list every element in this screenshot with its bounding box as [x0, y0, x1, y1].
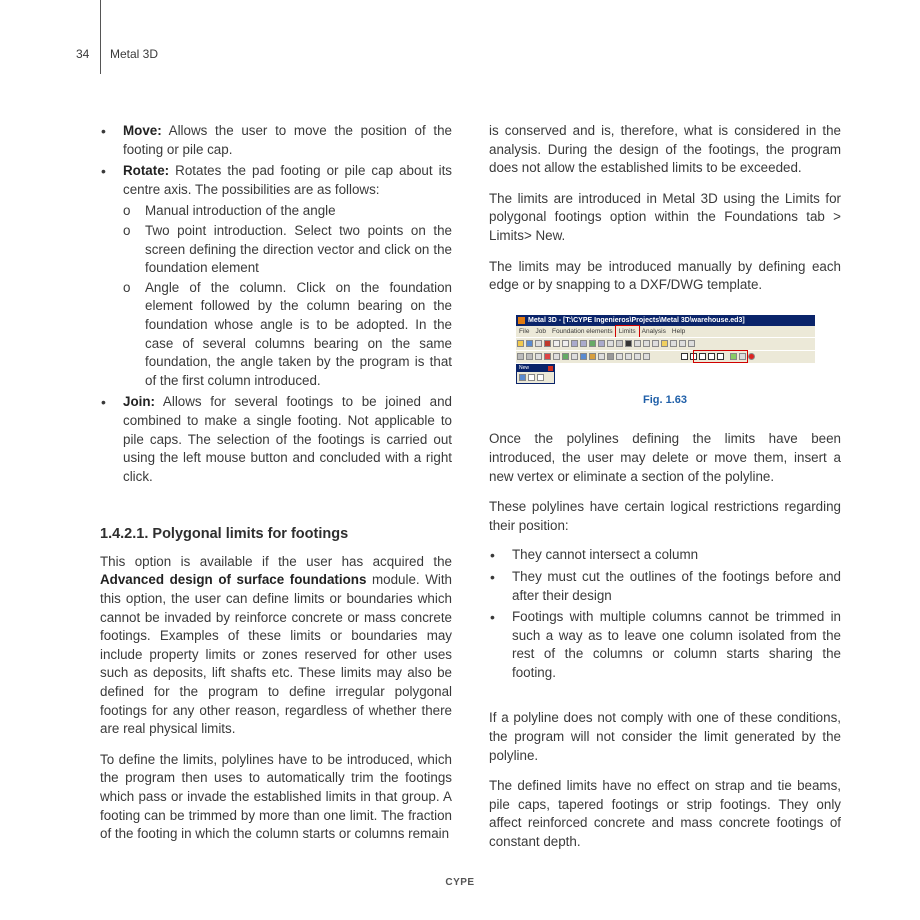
- menu-item-limits[interactable]: Limits: [616, 326, 639, 337]
- undo-icon[interactable]: [553, 340, 560, 347]
- list-item-join: [100, 393, 452, 486]
- settings-icon[interactable]: [670, 340, 677, 347]
- arrow-icon[interactable]: [580, 353, 587, 360]
- window-title: Metal 3D - [T:\CYPE Ingenieros\Projects\Metal 3D\warehouse.ed3]: [528, 316, 745, 324]
- limits-tools-highlight: [693, 350, 748, 363]
- new-limit-icon[interactable]: [519, 374, 526, 381]
- figure-screenshot: [516, 315, 815, 385]
- paragraph: If a polyline does not comply with one of these conditions, the program will not consider the limit generated by the polyline.: [489, 710, 841, 763]
- snap-icon[interactable]: [688, 340, 695, 347]
- footing-icon[interactable]: [607, 353, 614, 360]
- strap-beam-icon[interactable]: [634, 353, 641, 360]
- text: This option is available if the user has acquired the: [100, 553, 452, 569]
- select-icon[interactable]: [517, 353, 524, 360]
- new-limit-icon[interactable]: [681, 353, 688, 360]
- list-item-rotate: [100, 162, 452, 390]
- list-item: o Two point introduction. Select two points on the screen defining the direction vector and click on the foundation element: [123, 222, 452, 278]
- grid-icon[interactable]: [679, 340, 686, 347]
- paragraph: is conserved and is, therefore, what is considered in the analysis. During the design of the footings, the program does not allow the established limits to be exceeded.: [489, 123, 841, 176]
- menu-item-job[interactable]: Job: [535, 327, 546, 335]
- refresh-icon[interactable]: [616, 340, 623, 347]
- figure-caption: Fig. 1.63: [642, 393, 688, 406]
- join-icon[interactable]: [589, 353, 596, 360]
- open-icon[interactable]: [517, 340, 524, 347]
- stop-icon[interactable]: [748, 353, 755, 360]
- info-icon[interactable]: [535, 353, 542, 360]
- list-item: o Manual introduction of the angle: [123, 202, 452, 221]
- zoom-all-icon[interactable]: [598, 340, 605, 347]
- restrictions-list: [489, 546, 841, 682]
- term: Join:: [123, 394, 155, 410]
- rotate-options: [123, 202, 452, 390]
- list-item-move: [100, 122, 452, 159]
- paragraph: The limits may be introduced manually by defining each edge or by snapping to a DXF/DWG template.: [489, 258, 841, 293]
- tool-icon[interactable]: [544, 340, 551, 347]
- tools-list: [100, 122, 452, 486]
- edit-icon[interactable]: [553, 353, 560, 360]
- tie-beam-icon[interactable]: [625, 353, 632, 360]
- menu-bar: [516, 326, 815, 337]
- print-icon[interactable]: [535, 340, 542, 347]
- module-name: Advanced design of surface foundations: [100, 572, 367, 588]
- copy-icon[interactable]: [526, 353, 533, 360]
- paragraph: The defined limits have no effect on strap and tie beams, pile caps, tapered footings or strip footings. They only affect reinforced concrete and mass concrete footings of constant depth.: [489, 778, 841, 850]
- left-column: [100, 122, 452, 844]
- item-text: Allows the user to move the position of the footing or pile cap.: [123, 123, 452, 157]
- menu-item-help[interactable]: Help: [671, 327, 686, 335]
- paragraph: [100, 553, 452, 739]
- menu-item-foundation-elements[interactable]: Foundation elements: [551, 327, 613, 335]
- equal-icon[interactable]: [571, 353, 578, 360]
- menu-item-file[interactable]: File: [519, 327, 530, 335]
- term: Move:: [123, 123, 162, 138]
- term: Rotate:: [123, 163, 170, 179]
- item-text: Rotates the pad footing or pile cap about its centre axis. The possibilities are as follows:: [123, 163, 452, 197]
- section-heading: 1.4.2.1. Polygonal limits for footings: [100, 526, 349, 543]
- new-panel: [516, 364, 555, 384]
- paragraph: To define the limits, polylines have to be introduced, which the program then uses to automatically trim the footings which pass or invade the established limits in that group. A footing can be trimmed by more than one limit. The fraction of the footing in which the column starts or columns remain: [100, 751, 452, 842]
- toolbar-top: [516, 337, 815, 350]
- window-title-bar: [516, 315, 815, 326]
- redo-icon[interactable]: [562, 340, 569, 347]
- menu-item-analysis[interactable]: Analysis: [641, 327, 666, 335]
- footer-brand: CYPE: [445, 877, 475, 888]
- polyline-icon[interactable]: [528, 374, 535, 381]
- right-column: [489, 122, 841, 852]
- paragraph: These polylines have certain logical restrictions regarding their position:: [489, 499, 841, 533]
- line-icon[interactable]: [652, 340, 659, 347]
- text: module. With this option, the user can define limits or boundaries which cannot be invaded by reinforce concrete or mass concrete footings. Examples of these limits or boundaries may include property limits or zones reserved for other uses such as deposits, lift shafts etc. These limits may also be defined for the program to define irregular polygonal footings for any other reason, regardless of whether there are real physical limits.: [100, 572, 452, 737]
- page-number: 34: [76, 47, 90, 61]
- app-icon: [518, 317, 525, 324]
- book-title: Metal 3D: [110, 47, 159, 61]
- paragraph: Once the polylines defining the limits have been introduced, the user may delete or move them, insert a new vertex or eliminate a section of the polyline.: [489, 431, 841, 484]
- dimension-icon[interactable]: [643, 340, 650, 347]
- item-text: Allows for several footings to be joined and combined to make a single footing. Not applicable to pile caps. The selection of the footings is carried out using the left mouse button and concluded with a right click.: [123, 394, 452, 484]
- layer-icon[interactable]: [661, 340, 668, 347]
- delete-icon[interactable]: [544, 353, 551, 360]
- header-divider: [100, 0, 101, 74]
- view-icon[interactable]: [607, 340, 614, 347]
- pan-icon[interactable]: [589, 340, 596, 347]
- panel-title: New: [517, 365, 554, 372]
- close-icon[interactable]: [548, 366, 553, 371]
- pile-icon[interactable]: [643, 353, 650, 360]
- move-icon[interactable]: [562, 353, 569, 360]
- list-item: o Angle of the column. Click on the foundation element followed by the column bearing on the foundation whose angle is to be adopted. In the case of several columns bearing on the same foundation, the angle taken by the program is that of the first column introduced.: [123, 279, 452, 391]
- 3d-view-icon[interactable]: [625, 340, 632, 347]
- list-item: • Footings with multiple columns cannot be trimmed in such a way as to leave one column isolated from the rest of the columns or column starts sharing the footing.: [489, 608, 841, 682]
- paragraph: The limits are introduced in Metal 3D using the Limits for polygonal footings option within the Foundations tab > Limits> New.: [489, 190, 841, 243]
- list-item: • They cannot intersect a column: [489, 546, 841, 565]
- dxf-icon[interactable]: [537, 374, 544, 381]
- toolbar-bottom: [516, 350, 815, 363]
- beam-icon[interactable]: [616, 353, 623, 360]
- zoom-icon[interactable]: [571, 340, 578, 347]
- lock-icon[interactable]: [598, 353, 605, 360]
- save-icon[interactable]: [526, 340, 533, 347]
- axes-icon[interactable]: [634, 340, 641, 347]
- list-item: • They must cut the outlines of the footings before and after their design: [489, 568, 841, 605]
- zoom-window-icon[interactable]: [580, 340, 587, 347]
